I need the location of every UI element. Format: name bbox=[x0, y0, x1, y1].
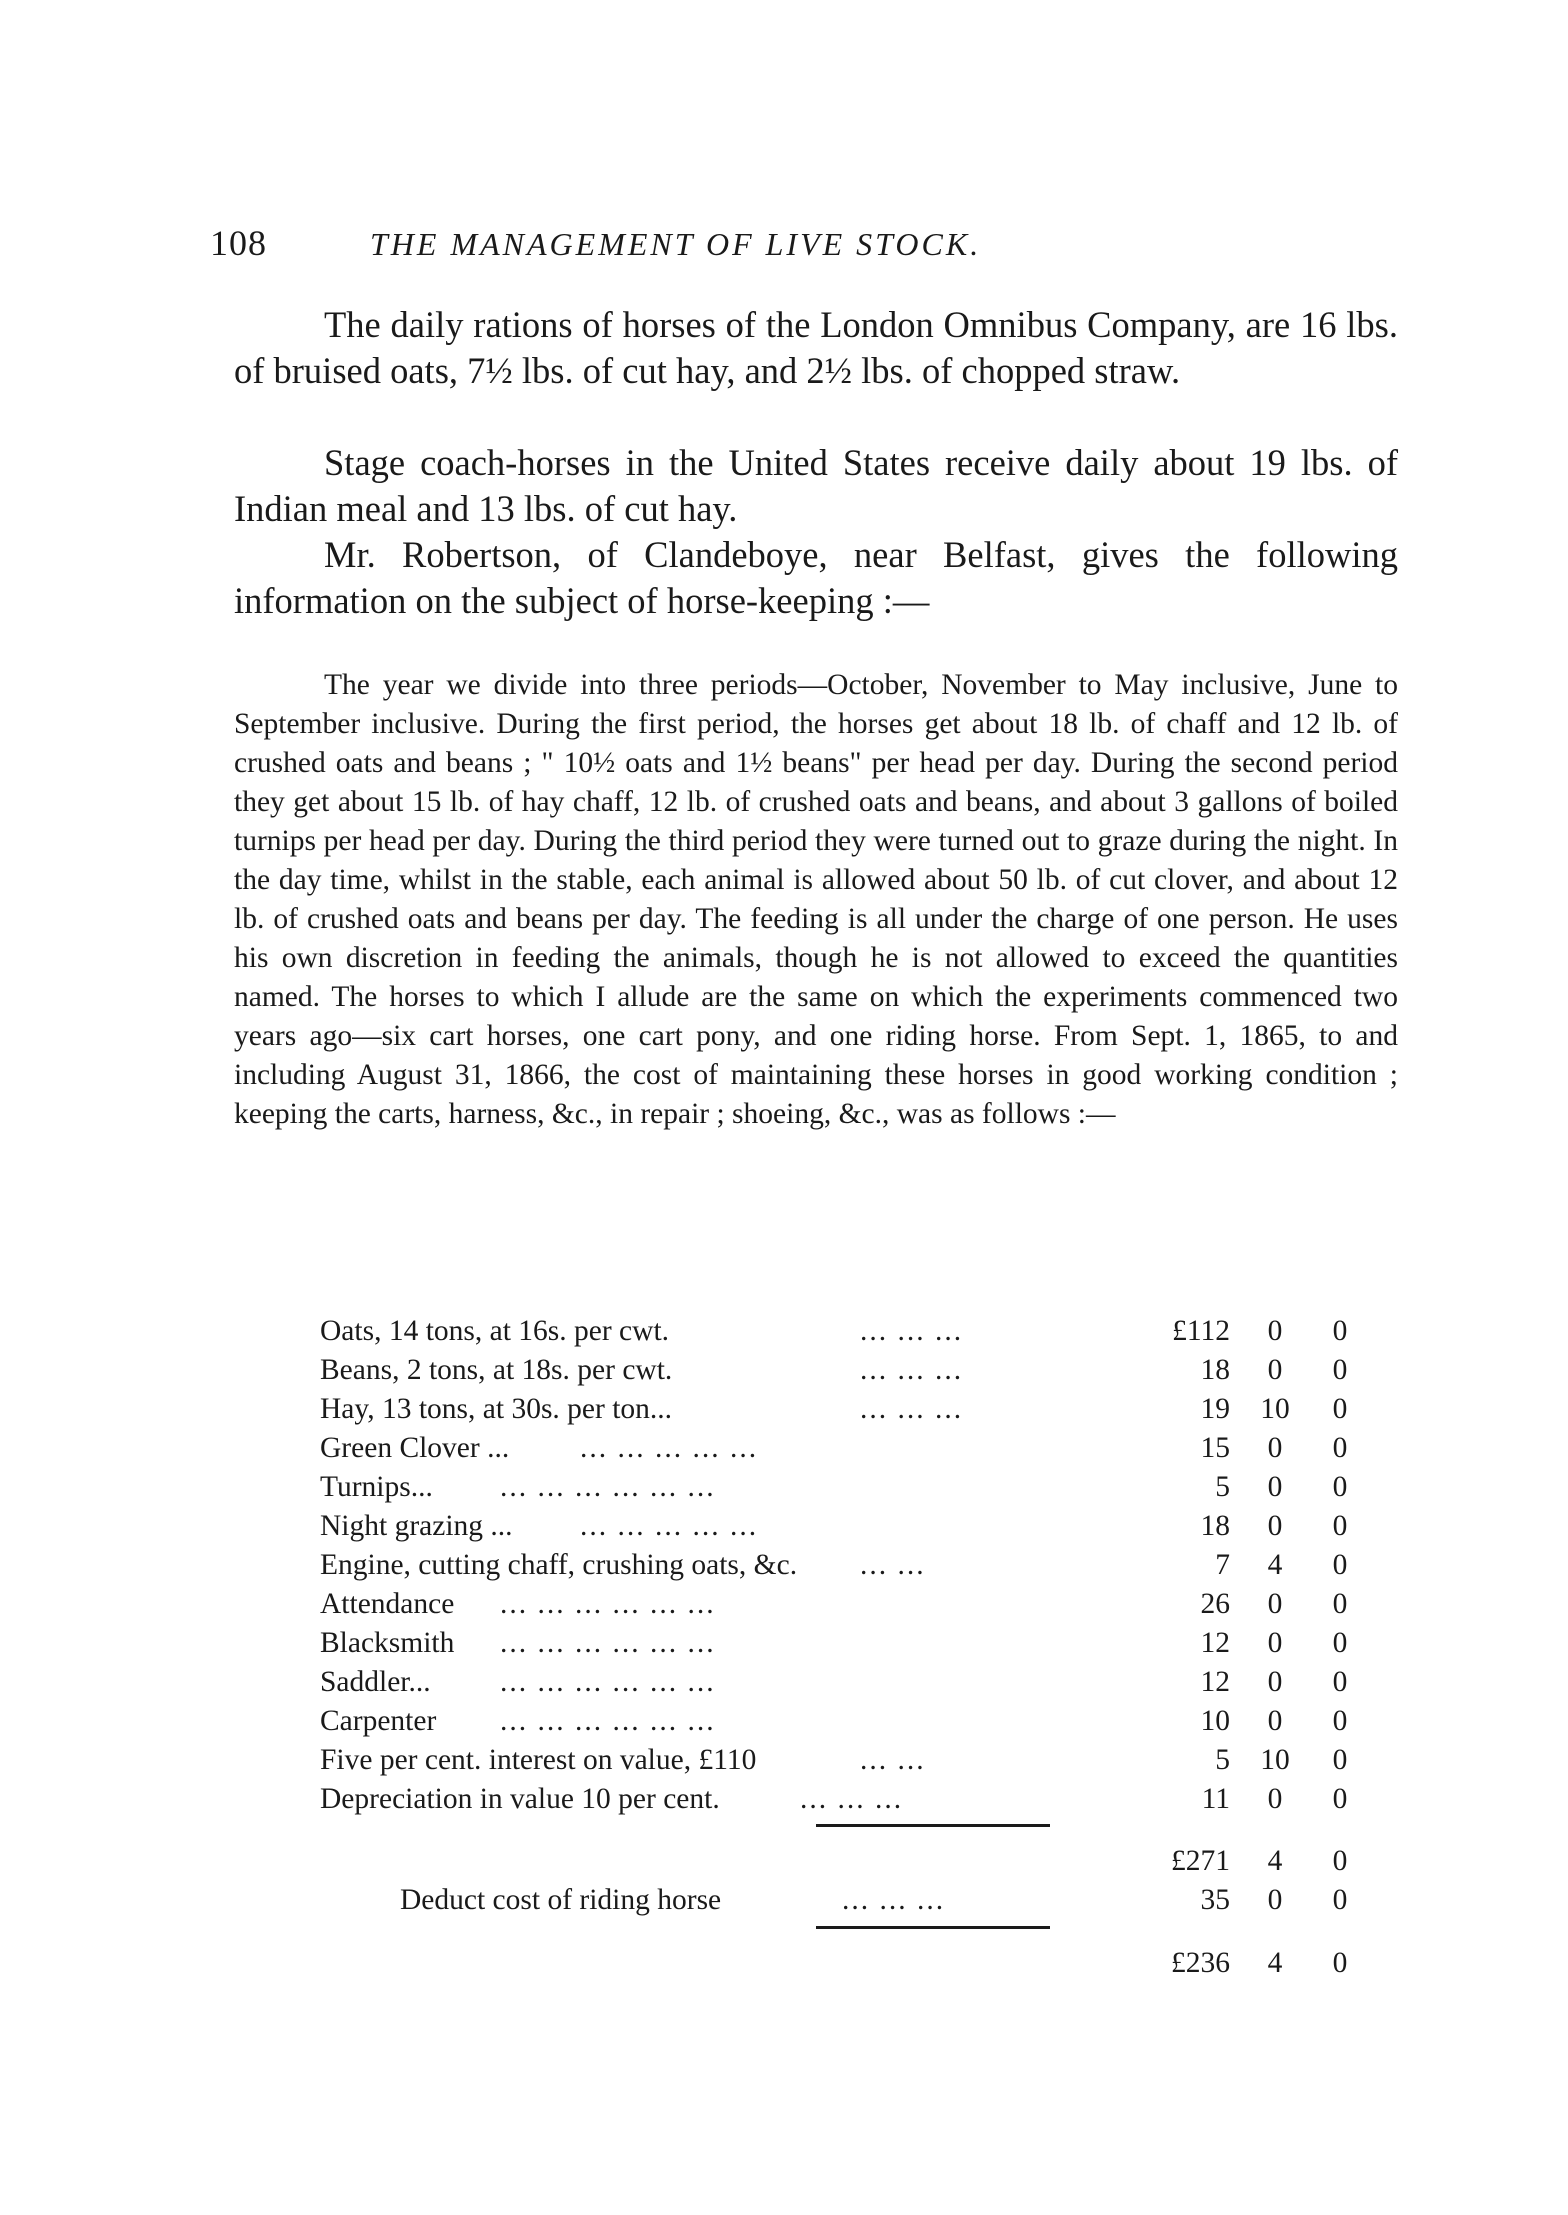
ledger-item-label: Oats, 14 tons, at 16s. per cwt. bbox=[320, 1315, 670, 1347]
ledger-leader-dots: ... ... ... ... ... ... bbox=[500, 1471, 716, 1503]
deduct-pounds: 35 bbox=[1200, 1884, 1230, 1916]
ledger-item-label: Green Clover ... bbox=[320, 1432, 510, 1464]
ledger-pence: 0 bbox=[1332, 1666, 1348, 1698]
page-number: 108 bbox=[210, 223, 267, 263]
ledger-leader-dots: ... ... ... ... ... ... bbox=[500, 1705, 716, 1737]
subtotal-rule bbox=[816, 1824, 1050, 1827]
ledger-leader-dots: ... ... ... ... ... bbox=[580, 1510, 759, 1542]
ledger-item-label: Beans, 2 tons, at 18s. per cwt. bbox=[320, 1354, 673, 1386]
deduct-shillings: 0 bbox=[1267, 1884, 1283, 1916]
ledger-pence: 0 bbox=[1332, 1432, 1348, 1464]
ledger-item-label: Attendance bbox=[320, 1588, 455, 1620]
ledger-pence: 0 bbox=[1332, 1393, 1348, 1425]
ledger-leader-dots: ... ... bbox=[860, 1549, 926, 1581]
ledger-shillings: 10 bbox=[1260, 1393, 1290, 1425]
paragraph-omnibus-rations: The daily rations of horses of the London Omnibus Company, are 16 lbs. of bruised oats, 7½ lbs. of cut hay, and 2½ lbs. of chopped straw. bbox=[234, 304, 1398, 391]
ledger-leader-dots: ... ... ... bbox=[800, 1783, 904, 1815]
ledger-pounds: 5 bbox=[1215, 1744, 1230, 1776]
deduct-pence: 0 bbox=[1332, 1884, 1348, 1916]
ledger-leader-dots: ... ... ... bbox=[860, 1354, 964, 1386]
running-title: THE MANAGEMENT OF LIVE STOCK. bbox=[370, 226, 982, 262]
paragraph-stage-coach: Stage coach-horses in the United States receive daily about 19 lbs. of Indian meal and 13 lbs. of cut hay. bbox=[234, 442, 1398, 529]
ledger-pounds: 18 bbox=[1200, 1354, 1230, 1386]
ledger-leader-dots: ... ... ... ... ... ... bbox=[500, 1666, 716, 1698]
ledger-pounds: 10 bbox=[1200, 1705, 1230, 1737]
ledger-pence: 0 bbox=[1332, 1510, 1348, 1542]
paragraph-robertson-intro: Mr. Robertson, of Clandeboye, near Belfast, gives the following information on the subject of horse-keeping :— bbox=[234, 534, 1398, 621]
ledger-pence: 0 bbox=[1332, 1354, 1348, 1386]
ledger-shillings: 0 bbox=[1267, 1783, 1283, 1815]
ledger-row bbox=[320, 1741, 1360, 1780]
ledger-row bbox=[320, 1390, 1360, 1429]
ledger-pence: 0 bbox=[1332, 1588, 1348, 1620]
ledger-item-label: Night grazing ... bbox=[320, 1510, 513, 1542]
ledger-row bbox=[320, 1624, 1360, 1663]
ledger-shillings: 0 bbox=[1267, 1666, 1283, 1698]
ledger-shillings: 0 bbox=[1267, 1432, 1283, 1464]
ledger-row bbox=[320, 1585, 1360, 1624]
ledger-pence: 0 bbox=[1332, 1627, 1348, 1659]
ledger-pounds: 11 bbox=[1201, 1783, 1230, 1815]
ledger-pence: 0 bbox=[1332, 1549, 1348, 1581]
ledger-row bbox=[320, 1546, 1360, 1585]
ledger-pounds: £112 bbox=[1172, 1315, 1230, 1347]
subtotal-pounds: £271 bbox=[1171, 1845, 1230, 1877]
subtotal-row bbox=[320, 1842, 1360, 1881]
ledger-item-label: Turnips... bbox=[320, 1471, 433, 1503]
ledger-item-label: Saddler... bbox=[320, 1666, 431, 1698]
ledger-pounds: 19 bbox=[1200, 1393, 1230, 1425]
ledger-leader-dots: ... ... ... bbox=[860, 1393, 964, 1425]
ledger-row bbox=[320, 1429, 1360, 1468]
total-shillings: 4 bbox=[1267, 1947, 1283, 1979]
ledger-pounds: 26 bbox=[1200, 1588, 1230, 1620]
deduct-dots: ... ... ... bbox=[842, 1884, 946, 1916]
ledger-pounds: 5 bbox=[1215, 1471, 1230, 1503]
ledger-shillings: 0 bbox=[1267, 1588, 1283, 1620]
deduct-row bbox=[320, 1881, 1360, 1920]
ledger-rows bbox=[320, 1312, 1360, 1819]
ledger-leader-dots: ... ... ... ... ... bbox=[580, 1432, 759, 1464]
ledger-pence: 0 bbox=[1332, 1705, 1348, 1737]
ledger-item-label: Depreciation in value 10 per cent. bbox=[320, 1783, 720, 1815]
ledger-item-label: Blacksmith bbox=[320, 1627, 455, 1659]
ledger-row bbox=[320, 1468, 1360, 1507]
ledger-item-label: Five per cent. interest on value, £110 bbox=[320, 1744, 757, 1776]
total-pence: 0 bbox=[1332, 1947, 1348, 1979]
ledger-leader-dots: ... ... bbox=[860, 1744, 926, 1776]
subtotal-pence: 0 bbox=[1332, 1845, 1348, 1877]
running-head bbox=[210, 222, 1400, 272]
ledger-pence: 0 bbox=[1332, 1744, 1348, 1776]
ledger-shillings: 0 bbox=[1267, 1627, 1283, 1659]
ledger-row bbox=[320, 1351, 1360, 1390]
ledger-shillings: 0 bbox=[1267, 1354, 1283, 1386]
ledger-shillings: 4 bbox=[1267, 1549, 1283, 1581]
ledger-shillings: 0 bbox=[1267, 1471, 1283, 1503]
ledger-shillings: 0 bbox=[1267, 1705, 1283, 1737]
ledger-item-label: Hay, 13 tons, at 30s. per ton... bbox=[320, 1393, 673, 1425]
ledger-shillings: 0 bbox=[1267, 1315, 1283, 1347]
total-row bbox=[320, 1944, 1360, 1983]
ledger-pence: 0 bbox=[1332, 1783, 1348, 1815]
subtotal-shillings: 4 bbox=[1267, 1845, 1283, 1877]
ledger-shillings: 10 bbox=[1260, 1744, 1290, 1776]
ledger-pounds: 18 bbox=[1200, 1510, 1230, 1542]
ledger-pence: 0 bbox=[1332, 1471, 1348, 1503]
total-pounds: £236 bbox=[1171, 1947, 1230, 1979]
ledger-row bbox=[320, 1780, 1360, 1819]
ledger-row bbox=[320, 1702, 1360, 1741]
ledger-row bbox=[320, 1507, 1360, 1546]
total-rule bbox=[816, 1926, 1050, 1929]
ledger-pounds: 15 bbox=[1200, 1432, 1230, 1464]
quoted-letter: The year we divide into three periods—October, November to May inclusive, June to September inclusive. During the first period, the horses get about 18 lb. of chaff and 12 lb. of crushed oats and beans ; " 10½ oats and 1½ beans" per head per day. During the second period they get about 15 lb. of hay chaff, 12 lb. of crushed oats and beans, and about 3 gallons of boiled turnips per head per day. During the third period they were turned out to graze during the night. In the day time, whilst in the stable, each animal is allowed about 50 lb. of cut clover, and about 12 lb. of crushed oats and beans per day. The feeding is all under the charge of one person. He uses his own discretion in feeding the animals, though he is not allowed to exceed the quantities named. The horses to which I allude are the same on which the experiments commenced two years ago—six cart horses, one cart pony, and one riding horse. From Sept. 1, 1865, to and including August 31, 1866, the cost of maintaining these horses in good working condition ; keeping the carts, harness, &c., in repair ; shoeing, &c., was as follows :— bbox=[234, 669, 1398, 1130]
ledger-shillings: 0 bbox=[1267, 1510, 1283, 1542]
ledger-row bbox=[320, 1663, 1360, 1702]
ledger-leader-dots: ... ... ... ... ... ... bbox=[500, 1588, 716, 1620]
ledger-row bbox=[320, 1312, 1360, 1351]
ledger-leader-dots: ... ... ... bbox=[860, 1315, 964, 1347]
ledger-item-label: Engine, cutting chaff, crushing oats, &c. bbox=[320, 1549, 798, 1581]
ledger-pounds: 12 bbox=[1200, 1666, 1230, 1698]
ledger-item-label: Carpenter bbox=[320, 1705, 437, 1737]
expense-ledger bbox=[320, 1312, 1360, 1819]
ledger-pounds: 12 bbox=[1200, 1627, 1230, 1659]
ledger-pounds: 7 bbox=[1215, 1549, 1230, 1581]
ledger-pence: 0 bbox=[1332, 1315, 1348, 1347]
deduct-label: Deduct cost of riding horse bbox=[400, 1884, 722, 1916]
ledger-leader-dots: ... ... ... ... ... ... bbox=[500, 1627, 716, 1659]
